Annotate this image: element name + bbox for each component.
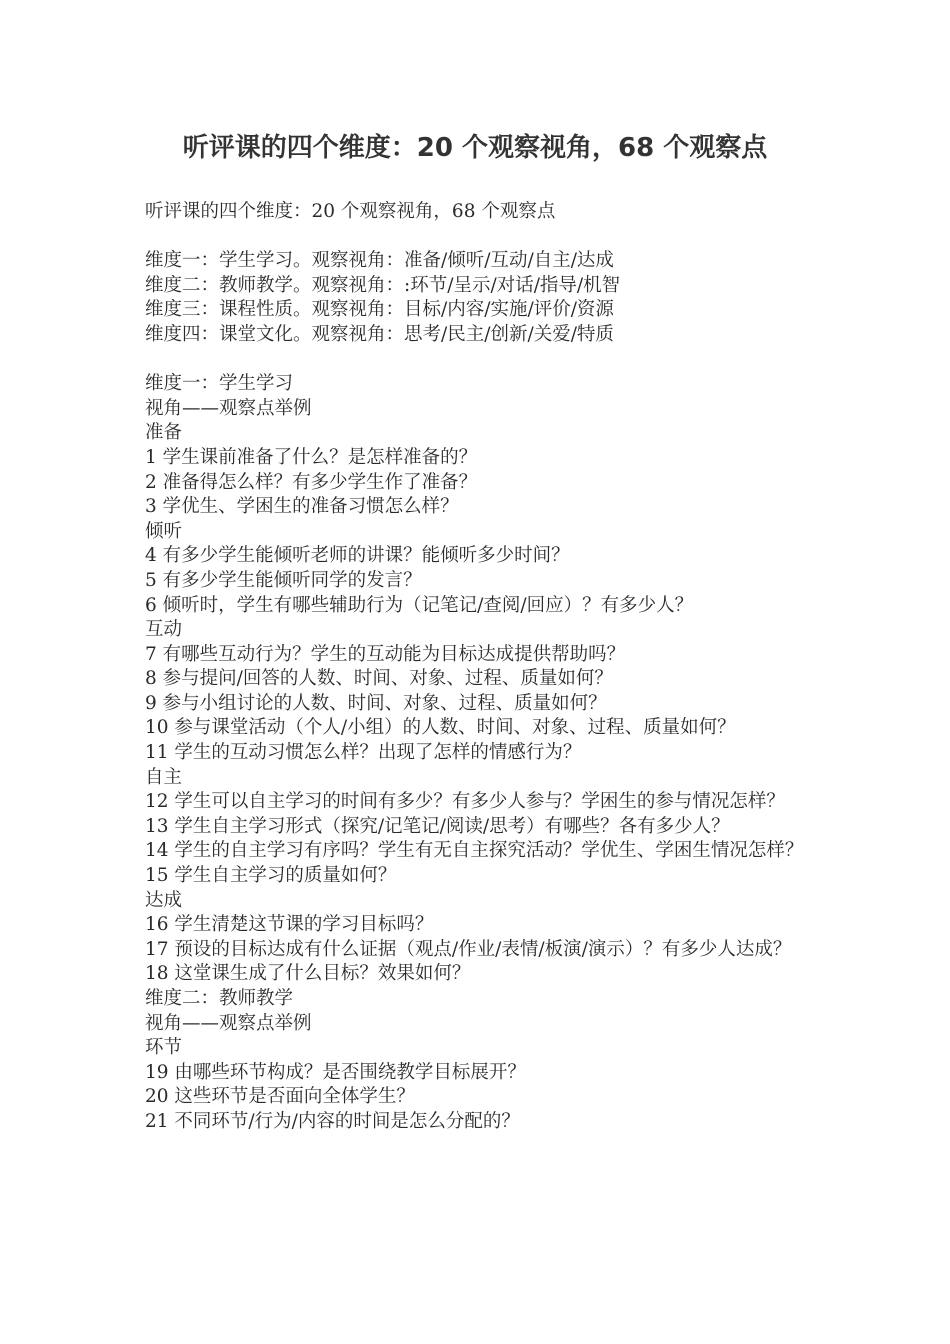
observation-item: 16 学生清楚这节课的学习目标吗？ [145, 914, 434, 936]
observation-item: 12 学生可以自主学习的时间有多少？有多少人参与？学困生的参与情况怎样？ [145, 791, 785, 813]
observation-item: 19 由哪些环节构成？是否围绕教学目标展开？ [145, 1061, 526, 1083]
observation-item: 6 倾听时，学生有哪些辅助行为（记笔记/查阅/回应）？有多少人？ [145, 594, 694, 616]
perspective-label: 准备 [145, 422, 183, 444]
observation-item: 17 预设的目标达成有什么证据（观点/作业/表情/板演/演示）？有多少人达成？ [145, 938, 792, 960]
section-heading: 维度二：教师教学 [145, 988, 294, 1009]
document-subtitle: 听评课的四个维度：20 个观察视角，68 个观察点 [145, 201, 556, 222]
observation-item: 11 学生的互动习惯怎么样？出现了怎样的情感行为？ [145, 742, 582, 764]
observation-item: 10 参与课堂活动（个人/小组）的人数、时间、对象、过程、质量如何？ [145, 717, 736, 739]
observation-item: 20 这些环节是否面向全体学生？ [145, 1086, 415, 1108]
spacer [145, 348, 825, 373]
dimension-summary-3: 维度三：课程性质。观察视角：目标/内容/实施/评价/资源 [145, 299, 614, 321]
observation-item: 5 有多少学生能倾听同学的发言？ [145, 569, 422, 591]
dimension-summary-1: 维度一：学生学习。观察视角：准备/倾听/互动/自主/达成 [145, 250, 614, 272]
observation-item: 9 参与小组讨论的人数、时间、对象、过程、质量如何？ [145, 692, 607, 714]
document-body [145, 200, 825, 1135]
observation-item: 7 有哪些互动行为？学生的互动能为目标达成提供帮助吗？ [145, 643, 626, 665]
observation-item: 8 参与提问/回答的人数、时间、对象、过程、质量如何？ [145, 668, 613, 690]
section-heading: 维度一：学生学习 [145, 373, 294, 395]
dimension-summary-2: 维度二：教师教学。观察视角：:环节/呈示/对话/指导/机智 [145, 274, 621, 296]
observation-item: 1 学生课前准备了什么？是怎样准备的？ [145, 446, 478, 468]
observation-item: 4 有多少学生能倾听老师的讲课？能倾听多少时间？ [145, 545, 570, 567]
perspective-label: 互动 [145, 619, 183, 641]
document-title: 听评课的四个维度：20 个观察视角，68 个观察点 [182, 133, 768, 163]
observation-item: 14 学生的自主学习有序吗？学生有无自主探究活动？学优生、学困生情况怎样？ [145, 840, 804, 862]
perspective-label: 自主 [145, 766, 183, 788]
observation-item: 3 学优生、学困生的准备习惯怎么样？ [145, 496, 459, 518]
observation-item: 2 准备得怎么样？有多少学生作了准备？ [145, 471, 478, 493]
section-subheading: 视角——观察点举例 [145, 397, 312, 419]
perspective-label: 环节 [145, 1037, 183, 1059]
observation-item: 21 不同环节/行为/内容的时间是怎么分配的？ [145, 1110, 520, 1132]
observation-item: 15 学生自主学习的质量如何？ [145, 865, 397, 887]
perspective-label: 达成 [145, 889, 183, 911]
observation-item: 13 学生自主学习形式（探究/记笔记/阅读/思考）有哪些？各有多少人？ [145, 815, 730, 837]
dimension-summary-4: 维度四：课堂文化。观察视角：思考/民主/创新/关爱/特质 [145, 323, 614, 345]
section-subheading: 视角——观察点举例 [145, 1012, 312, 1034]
perspective-label: 倾听 [145, 520, 183, 542]
observation-item: 18 这堂课生成了什么目标？效果如何？ [145, 963, 471, 985]
